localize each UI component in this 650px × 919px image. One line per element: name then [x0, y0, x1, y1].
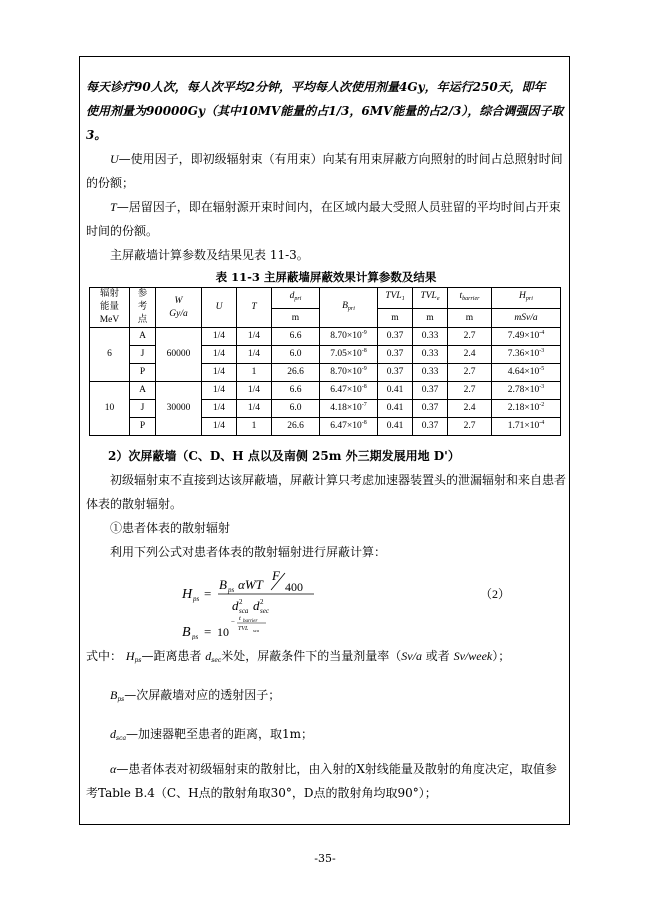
cell-t: 1/4	[237, 328, 272, 346]
unit-d: m	[272, 309, 320, 328]
header-h: $H_{pri}$	[492, 288, 561, 309]
cell-u: 1/4	[202, 400, 237, 418]
cell-tvle: 0.33	[413, 364, 448, 382]
cell-t: 1/4	[237, 346, 272, 364]
content-frame	[79, 56, 570, 825]
cell-t: 1	[237, 418, 272, 436]
header-w: W Gy/a	[156, 288, 202, 328]
cell-point: A	[130, 382, 156, 400]
formula-bps-sub: ps	[192, 633, 199, 640]
t-symbol: T	[110, 200, 117, 214]
cell-u: 1/4	[202, 418, 237, 436]
formula-exp-num: t	[239, 615, 241, 622]
cell-d: 26.6	[272, 418, 320, 436]
cell-h: $2.78\times 10^{-3}$	[492, 382, 561, 400]
formula-frac-f: F	[272, 568, 280, 583]
page-content	[86, 75, 566, 805]
formula-den-sq2: 2	[260, 598, 264, 606]
cell-tbarrier: 2.7	[448, 382, 492, 400]
subsection-1-text: 利用下列公式对患者体表的散射辐射进行屏蔽计算：	[110, 545, 387, 559]
header-t: T	[237, 288, 272, 328]
definition-bps: $B_{ps}—$次屏蔽墙对应的透射因子；	[110, 688, 281, 703]
formula-hps-sub: ps	[193, 595, 200, 603]
formula-den-sub2: sec	[260, 607, 269, 615]
header-d: $d_{pri}$	[272, 288, 320, 309]
cell-tvl1: 0.37	[378, 364, 413, 382]
header-tbarrier: $t_{barrier}$	[448, 288, 492, 309]
section-2-heading: 2）次屏蔽墙（C、D、H 点以及南侧 25m 外三期发展用地 D'）	[108, 449, 460, 463]
formula-exp-den-sub: sca	[253, 628, 259, 633]
subsection-1-title: ①患者体表的散射辐射	[110, 521, 231, 535]
cell-tvl1: 0.37	[378, 346, 413, 364]
cell-tbarrier: 2.4	[448, 400, 492, 418]
page-number: -35-	[314, 852, 336, 865]
cell-point: P	[130, 364, 156, 382]
cell-tvl1: 0.41	[378, 382, 413, 400]
cell-tvl1: 0.41	[378, 400, 413, 418]
formula-equals-2: =	[204, 624, 212, 639]
cell-d: 26.6	[272, 364, 320, 382]
u-text: —使用因子，即初级辐射束（有用束）向某有用束屏蔽方向照射的时间占总照射时间的份额；	[86, 152, 563, 190]
unit-tvl1: m	[378, 309, 413, 328]
cell-tvle: 0.37	[413, 400, 448, 418]
cell-point: J	[130, 400, 156, 418]
cell-b: $6.47\times 10^{-8}$	[320, 418, 378, 436]
t-text: —居留因子，即在辐射源开束时间内，在区域内最大受照人员驻留的平均时间占开束时间的份额。	[86, 200, 561, 238]
equation-number: （2）	[480, 587, 511, 601]
cell-d: 6.0	[272, 400, 320, 418]
formula-den-d1: d	[232, 598, 239, 613]
cell-h: $1.71\times 10^{-4}$	[492, 418, 561, 436]
cell-t: 1	[237, 364, 272, 382]
intro-line-1: 每天诊疗90人次，每人次平均2分钟，平均每人次使用剂量4Gy，年运行250天，即年	[86, 80, 546, 94]
cell-d: 6.6	[272, 382, 320, 400]
formula-ten: 10	[217, 625, 229, 639]
u-symbol: U	[110, 152, 119, 166]
cell-tvl1: 0.37	[378, 328, 413, 346]
unit-tvle: m	[413, 309, 448, 328]
cell-w: 30000	[156, 382, 202, 436]
cell-t: 1/4	[237, 382, 272, 400]
cell-u: 1/4	[202, 346, 237, 364]
shielding-table	[89, 287, 561, 436]
cell-point: P	[130, 418, 156, 436]
formula-bps: B	[182, 625, 191, 640]
formula-hps: H	[182, 587, 193, 602]
definition-hps: 式中： $H_{ps}—$距离患者 $d_{sec}$米处，屏蔽条件下的当量剂量率（Sv/a 或者 Sv/week）；	[86, 649, 511, 664]
cell-h: $7.49\times 10^{-4}$	[492, 328, 561, 346]
formula-den-sub1: sca	[239, 607, 249, 615]
formula-frac-400: 400	[285, 580, 303, 594]
cell-tbarrier: 2.7	[448, 364, 492, 382]
formula-num-b: B	[219, 577, 227, 592]
cell-u: 1/4	[202, 328, 237, 346]
cell-tvl1: 0.41	[378, 418, 413, 436]
cell-tvle: 0.37	[413, 382, 448, 400]
cell-h: $7.36\times 10^{-3}$	[492, 346, 561, 364]
formula-exp-den: TVL	[238, 626, 249, 632]
unit-tbarrier: m	[448, 309, 492, 328]
section-2-paragraph: 初级辐射束不直接到达该屏蔽墙，屏蔽计算只考虑加速器装置头的泄漏辐射和来自患者体表的散射辐射。	[86, 473, 567, 511]
definition-t	[86, 195, 566, 243]
cell-tvle: 0.33	[413, 346, 448, 364]
table-row	[90, 328, 561, 346]
cell-b: $4.18\times 10^{-7}$	[320, 400, 378, 418]
intro-line-2: 使用剂量为90000Gy（其中10MV能量的占1/3，6MV能量的占2/3），综合调强因子取3。	[86, 104, 564, 142]
header-b: $B_{pri}$	[320, 288, 378, 328]
cell-energy: 10	[90, 382, 130, 436]
header-energy: 辐射 能量 MeV	[90, 288, 130, 328]
header-tvle: $TVL_e$	[413, 288, 448, 309]
cell-tbarrier: 2.4	[448, 346, 492, 364]
cell-b: $8.70\times 10^{-9}$	[320, 364, 378, 382]
cell-h: $4.64\times 10^{-5}$	[492, 364, 561, 382]
definition-alpha: α—患者体表对初级辐射束的散射比，由入射的X射线能量及散射的角度决定，取值参考Table B.4（C、H点的散射角取30°，D点的散射角均取90°）；	[86, 762, 557, 800]
cell-tvle: 0.33	[413, 328, 448, 346]
formula-den-sq1: 2	[239, 598, 243, 606]
cell-tbarrier: 2.7	[448, 418, 492, 436]
cell-energy: 6	[90, 328, 130, 382]
header-tvl1: $TVL_1$	[378, 288, 413, 309]
cell-tvle: 0.37	[413, 418, 448, 436]
cell-t: 1/4	[237, 400, 272, 418]
formula-num-b-sub: ps	[228, 586, 235, 594]
cell-point: J	[130, 346, 156, 364]
formula-den-d2: d	[253, 598, 260, 613]
formula-block	[86, 564, 566, 640]
formula-exp-num-sub: barrier	[243, 619, 258, 624]
cell-u: 1/4	[202, 364, 237, 382]
table-row	[90, 382, 561, 400]
cell-b: $7.05\times 10^{-8}$	[320, 346, 378, 364]
table-reference: 主屏蔽墙计算参数及结果见表 11-3。	[110, 248, 309, 262]
definition-dsca: $d_{sca}—$加速器靶至患者的距离，取1m；	[110, 727, 314, 742]
header-point: 参 考 点	[130, 288, 156, 328]
unit-h: mSv/a	[492, 309, 561, 328]
cell-point: A	[130, 328, 156, 346]
formula-num-rest: αWT	[238, 577, 263, 592]
table-caption: 表 11-3 主屏蔽墙屏蔽效果计算参数及结果	[215, 270, 437, 284]
cell-h: $2.18\times 10^{-2}$	[492, 400, 561, 418]
cell-u: 1/4	[202, 382, 237, 400]
formula-equals: =	[204, 586, 212, 601]
cell-b: $8.70\times 10^{-9}$	[320, 328, 378, 346]
cell-tbarrier: 2.7	[448, 328, 492, 346]
cell-b: $6.47\times 10^{-8}$	[320, 382, 378, 400]
cell-w: 60000	[156, 328, 202, 382]
cell-d: 6.6	[272, 328, 320, 346]
definition-u	[86, 147, 566, 195]
header-u: U	[202, 288, 237, 328]
formula-exp-minus: −	[231, 618, 235, 626]
cell-d: 6.0	[272, 346, 320, 364]
